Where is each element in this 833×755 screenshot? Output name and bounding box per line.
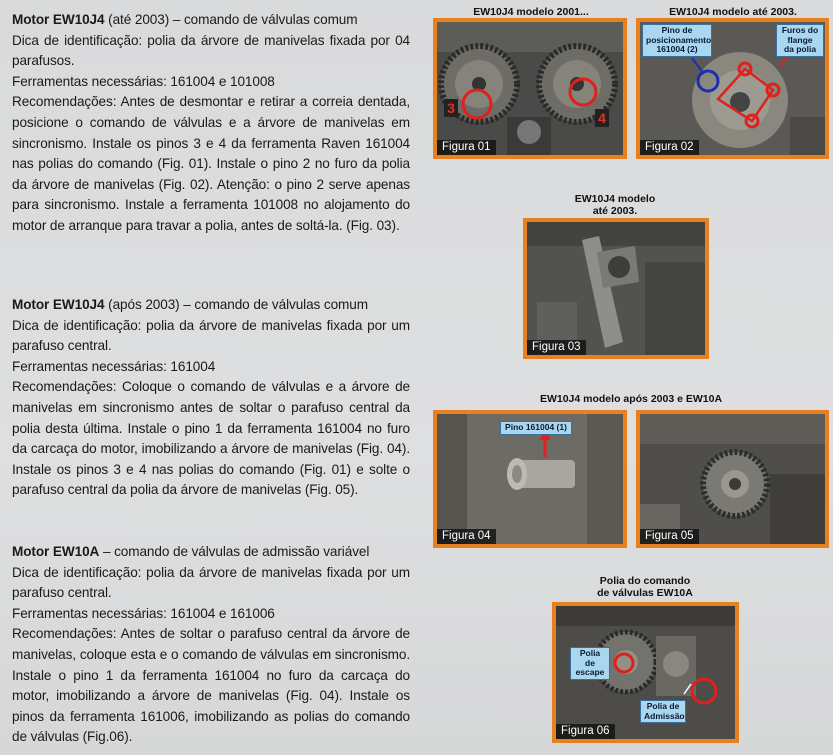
caption-line: EW10J4 modelo bbox=[574, 193, 656, 205]
callout-positioning-pin: Pino de posicionamento 161004 (2) bbox=[642, 24, 712, 57]
figure-label: Figura 06 bbox=[556, 724, 615, 739]
figure-01 bbox=[433, 18, 627, 159]
pin-tag-3: 3 bbox=[444, 99, 458, 117]
pin-tag-4: 4 bbox=[595, 109, 609, 127]
engine-note: – comando de válvulas de admissão variável bbox=[102, 544, 370, 559]
figure-label: Figura 03 bbox=[527, 340, 586, 355]
section-title bbox=[12, 295, 410, 316]
section-title bbox=[12, 542, 410, 563]
identification-tip: Dica de identificação: polia da árvore de manivelas fixada por 04 parafusos. bbox=[12, 32, 410, 69]
figure-03 bbox=[523, 218, 709, 359]
caption-fig01: EW10J4 modelo 2001... bbox=[473, 6, 589, 18]
required-tools: Ferramentas necessárias: 161004 bbox=[12, 358, 216, 374]
required-tools: Ferramentas necessárias: 161004 e 101008 bbox=[12, 73, 275, 89]
engine-name: Motor EW10J4 bbox=[12, 12, 105, 27]
caption-fig04-05: EW10J4 modelo após 2003 e EW10A bbox=[539, 393, 723, 405]
callout-flange-holes: Furos do flange da polia bbox=[776, 24, 824, 57]
crank-pulley-bolt-image bbox=[640, 414, 825, 544]
recommendations: Recomendações: Antes de soltar o parafuso central da árvore de manivelas, coloque esta e o comando de válvulas em sincronismo. Instale o pino 1 da ferramenta 161004 no furo da carcaça do motor, imobilizando a árvore de manivelas (Fig. 04). Instale os pinos da ferramenta 161006, imobilizando as polias do comando de válvulas (Fig.06). bbox=[12, 626, 410, 745]
locking-tool-image bbox=[527, 222, 705, 355]
figure-04 bbox=[433, 410, 627, 548]
section-ew10j4-apos-2003 bbox=[12, 295, 410, 501]
engine-name: Motor EW10J4 bbox=[12, 297, 105, 312]
engine-name: Motor EW10A bbox=[12, 544, 100, 559]
caption-line: Polia do comando bbox=[599, 575, 691, 587]
figure-label: Figura 02 bbox=[640, 140, 699, 155]
engine-note: (após 2003) – comando de válvulas comum bbox=[108, 297, 368, 312]
figure-label: Figura 05 bbox=[640, 529, 699, 544]
recommendations: Recomendações: Coloque o comando de válvulas e a árvore de manivelas em sincronismo antes de soltar o parafuso central da polia desta última. Instale o pino 1 da ferramenta 161004 no furo da carcaça do motor, imobilizando a árvore de manivelas (Fig. 04). Instale os pinos 3 e 4 nas polias do comando (Fig. 01) e solte o parafuso central da polia da árvore de manivelas (Fig. 05). bbox=[12, 379, 410, 498]
callout-intake-pulley: Polia de Admissão bbox=[640, 700, 686, 723]
figure-label: Figura 01 bbox=[437, 140, 496, 155]
recommendations: Recomendações: Antes de desmontar e retirar a correia dentada, posicione o comando de válvulas e a árvore de manivelas em sincronismo. Instale os pinos 3 e 4 da ferramenta Raven 161004 nas polias do comando (Fig. 01). Instale o pino 2 no furo da polia da árvore de manivelas (Fig. 02). Atenção: o pino 2 serve apenas para sincronismo. Instale a ferramenta 101008 no alojamento do motor de arranque para travar a polia, antes de soltá-la. (Fig. 03). bbox=[12, 94, 410, 233]
figure-02 bbox=[636, 18, 829, 159]
identification-tip: Dica de identificação: polia da árvore de manivelas fixada por um parafuso central. bbox=[12, 564, 410, 601]
section-title bbox=[12, 10, 410, 31]
section-ew10a bbox=[12, 542, 410, 748]
timing-pulleys-image bbox=[437, 22, 623, 155]
figure-06 bbox=[552, 602, 739, 743]
caption-fig06 bbox=[550, 575, 740, 599]
callout-pin-1: Pino 161004 (1) bbox=[500, 421, 572, 435]
figure-label: Figura 04 bbox=[437, 529, 496, 544]
required-tools: Ferramentas necessárias: 161004 e 161006 bbox=[12, 605, 275, 621]
caption-line: até 2003. bbox=[592, 205, 638, 217]
caption-fig03 bbox=[520, 193, 710, 217]
caption-fig02: EW10J4 modelo até 2003. bbox=[669, 6, 797, 18]
identification-tip: Dica de identificação: polia da árvore de manivelas fixada por um parafuso central. bbox=[12, 317, 410, 354]
figure-05 bbox=[636, 410, 829, 548]
callout-exhaust-pulley: Polia de escape bbox=[570, 647, 610, 680]
section-ew10j4-ate-2003 bbox=[12, 10, 410, 237]
caption-line: de válvulas EW10A bbox=[597, 587, 693, 599]
engine-note: (até 2003) – comando de válvulas comum bbox=[108, 12, 358, 27]
